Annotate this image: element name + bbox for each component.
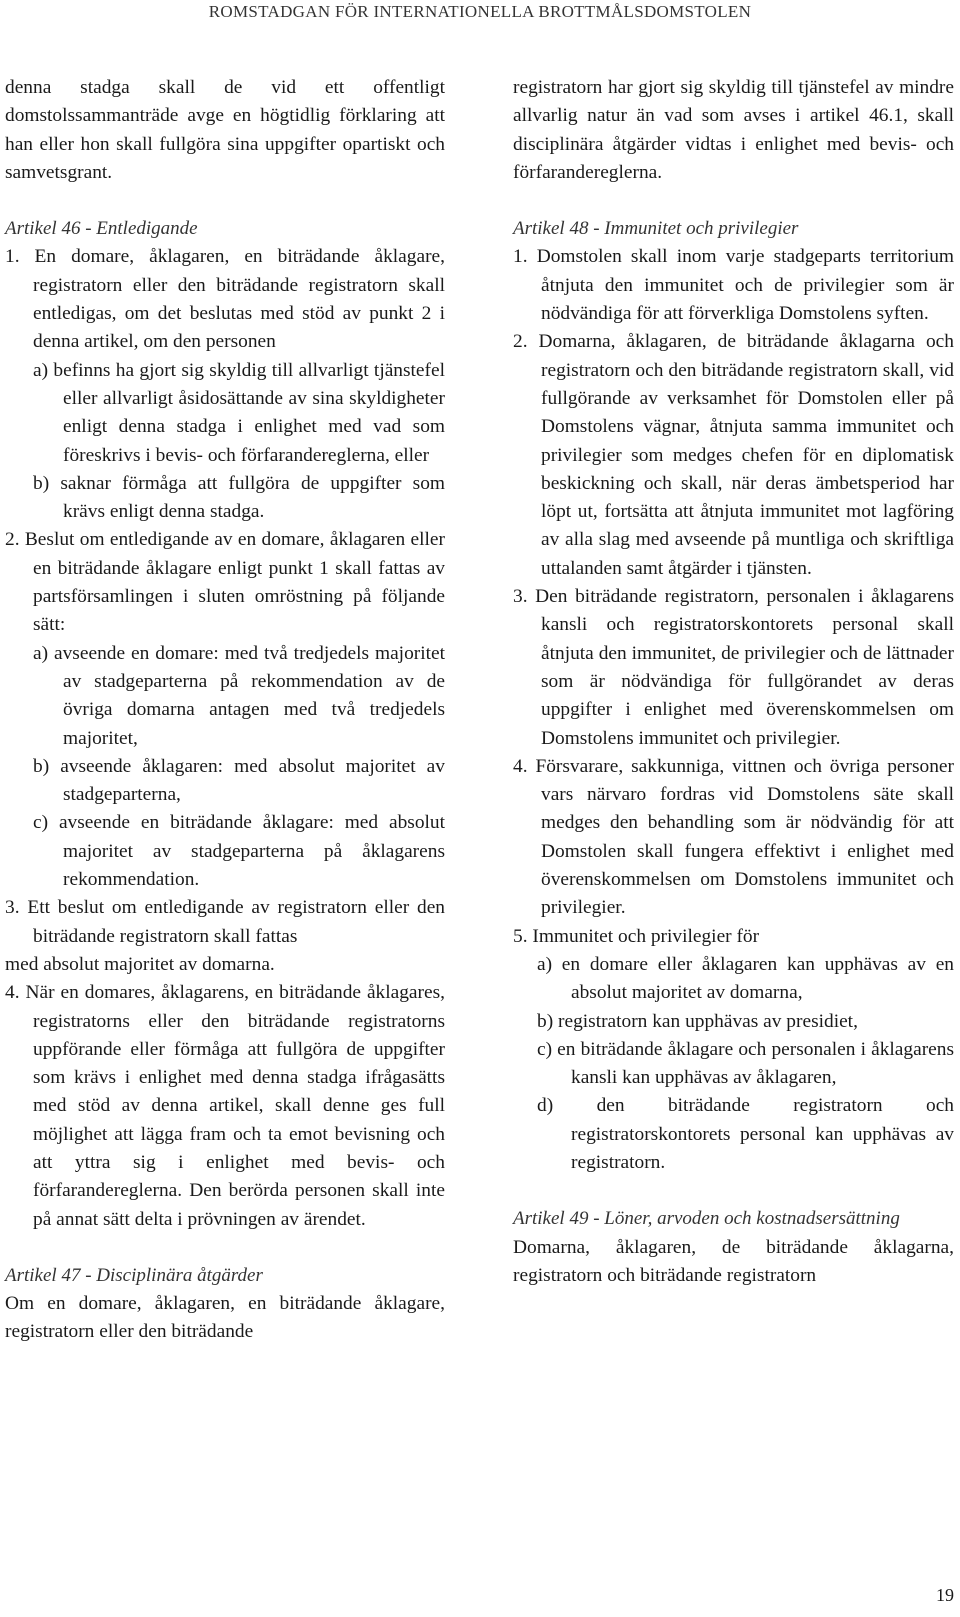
continued-paragraph: denna stadga skall de vid ett offentligt domstolssammanträde avge en högtidlig förklaring att han eller hon skall fullgöra sina uppgifter opartiskt och samvetsgrant. — [5, 77, 445, 183]
article-46-heading: Artikel 46 - Entledigande — [5, 218, 198, 240]
article-48-paragraph-2: 2. Domarna, åklagaren, de biträdande åklagarna och registratorn och den biträdande registratorn skall, vid fullgörande av verksamhet för Domstolen eller på Domstolens vägnar, åtnjuta samma immunitet och privilegier som medges chefen för en diplomatisk beskickning och skall, när deras ämbetsperiod har löpt ut, fortsätta att åtnjuta immunitet mot lagföring av alla slag med avseende på muntliga och skriftliga uttalanden samt åtgärder i tjänsten. — [513, 331, 954, 579]
article-49-heading: Artikel 49 - Löner, arvoden och kostnadsersättning — [513, 1208, 900, 1230]
article-49-paragraph: Domarna, åklagaren, de biträdande åklagarna, registratorn och biträdande registratorn — [513, 1236, 954, 1286]
article-46-paragraph-3-continued: med absolut majoritet av domarna. — [5, 953, 275, 975]
article-46-item-1a: a) befinns ha gjort sig skyldig till allvarligt tjänstefel eller allvarligt åsidosättande av sina skyldigheter enligt denna stadga i enlighet med vad som föreskrivs i bevis- och förfarandereglerna, eller — [33, 359, 445, 466]
article-48-paragraph-1: 1. Domstolen skall inom varje stadgeparts territorium åtnjuta den immunitet och de privilegier som är nödvändiga för att förverkliga Domstolens syften. — [513, 246, 954, 325]
page-number: 19 — [936, 1585, 954, 1605]
article-47-continued: registratorn har gjort sig skyldig till tjänstefel av mindre allvarlig natur än vad som avses i artikel 46.1, skall disciplinära åtgärder vidtas i enlighet med bevis- och förfarandereglerna. — [513, 77, 954, 183]
left-column — [5, 74, 445, 1347]
running-header: ROMSTADGAN FÖR INTERNATIONELLA BROTTMÅLSDOMSTOLEN — [208, 2, 752, 21]
article-48-item-5a: a) en domare eller åklagaren kan upphävas av en absolut majoritet av domarna, — [537, 953, 954, 1004]
article-47-heading: Artikel 47 - Disciplinära åtgärder — [5, 1264, 263, 1286]
article-48-heading: Artikel 48 - Immunitet och privilegier — [513, 218, 799, 240]
article-46-item-2a: a) avseende en domare: med två tredjedels majoritet av stadgeparterna på rekommendation av de övriga domarna antagen med två tredjedels majoritet, — [33, 642, 445, 749]
article-48-item-5d: d) den biträdande registratorn och registratorskontorets personal kan upphävas av registratorn. — [537, 1095, 954, 1173]
article-48-item-5c: c) en biträdande åklagare och personalen i åklagarens kansli kan upphävas av åklagaren, — [537, 1038, 954, 1089]
article-46-paragraph-4: 4. När en domares, åklagarens, en biträdande åklagares, registratorns eller den biträdande registratorns uppförande eller förmåga att fullgöra de uppgifter som krävs i enlighet med denna stadga ifrågasätts med stöd av denna artikel, skall denne ges full möjlighet att lägga fram och ta emot bevisning och att yttra sig i enlighet med bevis- och förfarandereglerna. Den berörda personen skall inte på annat sätt delta i prövningen av ärendet. — [5, 982, 445, 1230]
right-column — [513, 74, 954, 1290]
article-48-item-5b: b) registratorn kan upphävas av presidiet, — [537, 1010, 858, 1032]
article-48-paragraph-5: 5. Immunitet och privilegier för — [513, 925, 760, 947]
article-46-item-1b: b) saknar förmåga att fullgöra de uppgifter som krävs enligt denna stadga. — [33, 472, 445, 523]
article-46-paragraph-3: 3. Ett beslut om entledigande av registratorn eller den biträdande registratorn skall fattas — [5, 897, 445, 947]
article-48-paragraph-3: 3. Den biträdande registratorn, personalen i åklagarens kansli och registratorskontorets personal skall åtnjuta den immunitet, de privilegier och de lättnader som är nödvändiga för fullgörandet av deras uppgifter i enlighet med överenskommelsen om Domstolens immunitet och privilegier. — [513, 586, 954, 749]
article-46-paragraph-2: 2. Beslut om entledigande av en domare, åklagaren eller en biträdande åklagare enligt punkt 1 skall fattas av partsförsamlingen i sluten omröstning på följande sätt: — [5, 529, 445, 636]
article-47-paragraph: Om en domare, åklagaren, en biträdande åklagare, registratorn eller den biträdande — [5, 1293, 445, 1343]
article-46-item-2b: b) avseende åklagaren: med absolut majoritet av stadgeparterna, — [33, 755, 445, 806]
article-46-paragraph-1: 1. En domare, åklagaren, en biträdande åklagare, registratorn eller den biträdande registratorn skall entledigas, om det beslutas med stöd av punkt 2 i denna artikel, om den personen — [5, 246, 445, 353]
article-48-paragraph-4: 4. Försvarare, sakkunniga, vittnen och övriga personer vars närvaro fordras vid Domstolens säte skall medges den behandling som är nödvändig för att Domstolen skall fungera effektivt i enlighet med överenskommelsen om Domstolens immunitet och privilegier. — [513, 755, 954, 919]
article-46-item-2c: c) avseende en biträdande åklagare: med absolut majoritet av stadgeparterna på åklagarens rekommendation. — [33, 812, 445, 891]
